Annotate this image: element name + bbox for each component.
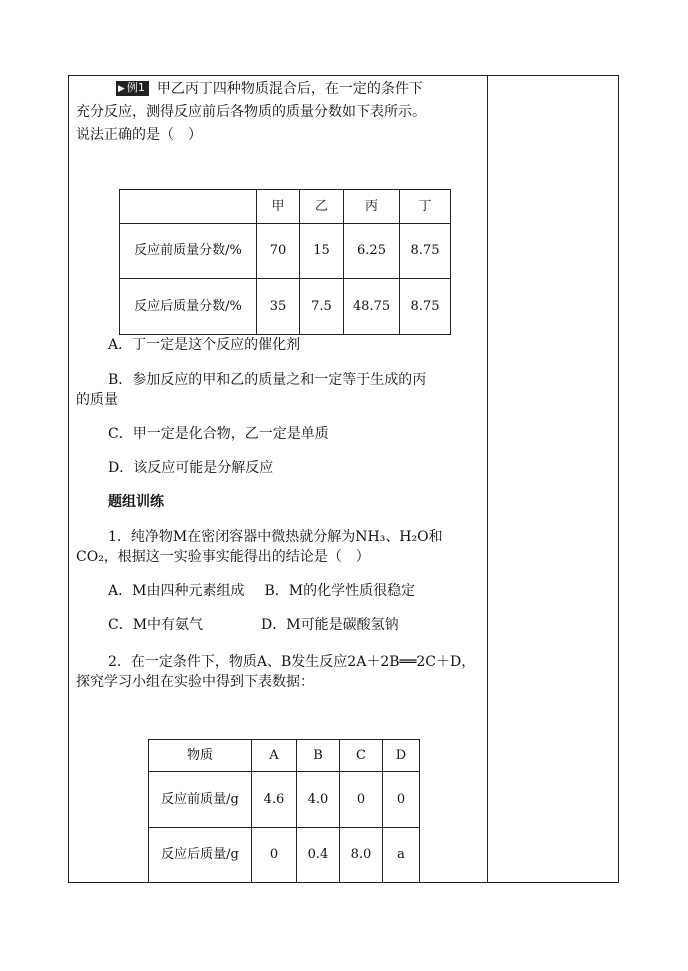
- worksheet-frame: [68, 75, 619, 883]
- table-cell: 7.5: [300, 279, 344, 335]
- table-cell: 0: [252, 828, 297, 883]
- q1-option-b: B．M的化学性质很稳定: [264, 583, 416, 599]
- table-cell: A: [252, 740, 297, 772]
- table-cell: 0: [340, 772, 383, 828]
- mass-data-table: [148, 739, 420, 883]
- example-line-2: 充分反应，测得反应前后各物质的质量分数如下表所示。: [76, 104, 426, 120]
- table-cell: 48.75: [344, 279, 400, 335]
- row-label: 反应前质量/g: [149, 772, 252, 828]
- table-cell: D: [383, 740, 420, 772]
- row-label: 反应前质量分数/%: [120, 224, 257, 279]
- q1-option-a: A．M由四种元素组成: [108, 583, 245, 599]
- table-cell: 4.6: [252, 772, 297, 828]
- q1-line-1: 1．纯净物M在密闭容器中微热就分解为NH₃、H₂O和: [108, 529, 443, 545]
- table-cell: 8.0: [340, 828, 383, 883]
- table-cell: 乙: [300, 190, 344, 224]
- option-a: A．丁一定是这个反应的催化剂: [108, 337, 301, 353]
- table-cell: 35: [257, 279, 300, 335]
- q2-line-1: 2．在一定条件下，物质A、B发生反应2A＋2B══2C＋D，: [108, 654, 476, 670]
- mass-fraction-table: [119, 189, 451, 335]
- table-cell: 70: [257, 224, 300, 279]
- row-label: 反应后质量/g: [149, 828, 252, 883]
- table-cell: 15: [300, 224, 344, 279]
- table-row: [149, 772, 420, 828]
- section-heading: 题组训练: [108, 494, 164, 510]
- table-cell: 4.0: [297, 772, 340, 828]
- q1-options-row-2: [76, 615, 481, 635]
- q1-options-row-1: [76, 581, 481, 601]
- table-header-row: [149, 740, 420, 772]
- example-badge: ▶ 例1: [116, 81, 149, 96]
- table-cell: 0.4: [297, 828, 340, 883]
- table-cell: [120, 190, 257, 224]
- row-label: 反应后质量分数/%: [120, 279, 257, 335]
- table-row: [120, 224, 451, 279]
- table-cell: 0: [383, 772, 420, 828]
- table-row: [120, 279, 451, 335]
- table-cell: a: [383, 828, 420, 883]
- table-cell: 丙: [344, 190, 400, 224]
- table-cell: B: [297, 740, 340, 772]
- table-cell: 6.25: [344, 224, 400, 279]
- option-b-line-1: B．参加反应的甲和乙的质量之和一定等于生成的丙: [108, 372, 427, 388]
- column-divider: [487, 76, 488, 882]
- option-d: D．该反应可能是分解反应: [108, 460, 274, 476]
- example-line-1: ▶ 例1 甲乙丙丁四种物质混合后，在一定的条件下: [118, 81, 423, 97]
- example-line-3: 说法正确的是（ ）: [76, 127, 202, 143]
- table-row: [149, 828, 420, 883]
- table-cell: 丁: [400, 190, 451, 224]
- table-cell: 甲: [257, 190, 300, 224]
- table-header-row: [120, 190, 451, 224]
- option-b-line-2: 的质量: [76, 392, 118, 408]
- table-cell: 物质: [149, 740, 252, 772]
- play-triangle-icon: ▶: [118, 84, 125, 94]
- q1-option-c: C．M中有氨气: [108, 617, 204, 633]
- table-cell: 8.75: [400, 279, 451, 335]
- option-c: C．甲一定是化合物，乙一定是单质: [108, 426, 329, 442]
- q1-line-2: CO₂，根据这一实验事实能得出的结论是（ ）: [76, 549, 370, 565]
- table-cell: C: [340, 740, 383, 772]
- q1-option-d: D．M可能是碳酸氢钠: [261, 617, 399, 633]
- q2-line-2: 探究学习小组在实验中得到下表数据：: [76, 674, 314, 690]
- table-cell: 8.75: [400, 224, 451, 279]
